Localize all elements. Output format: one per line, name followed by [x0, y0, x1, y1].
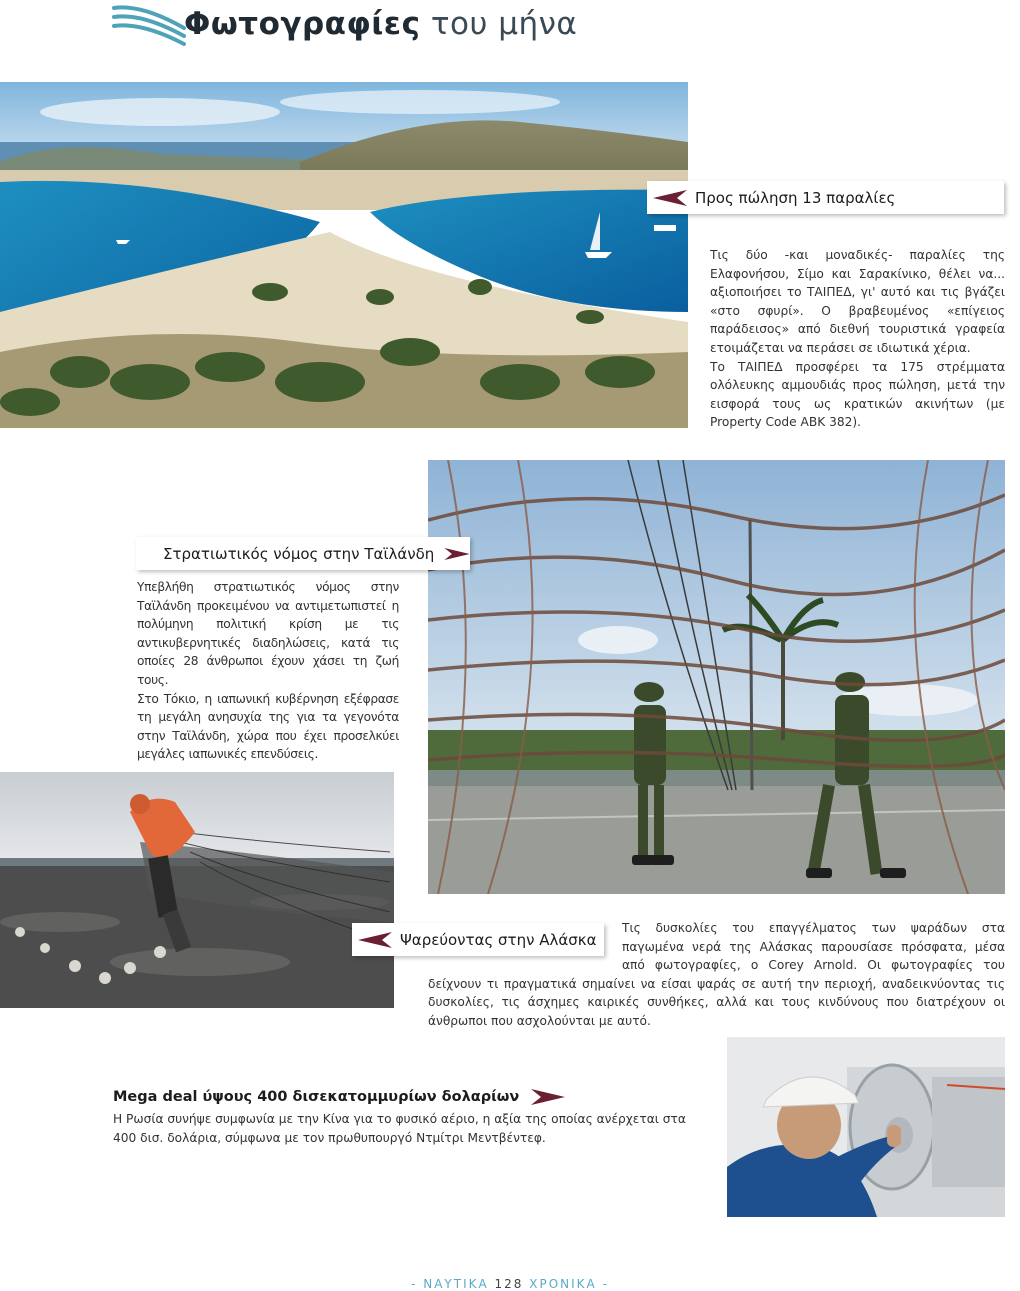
beaches-caption-tag: [647, 181, 1004, 214]
page-title-light: του μήνα: [430, 6, 578, 42]
footer-right: ΧΡΟΝΙΚΑ -: [529, 1277, 609, 1291]
thailand-soldiers-photo: [428, 460, 1005, 894]
gas-worker-photo: [727, 1037, 1005, 1217]
beaches-paragraph-1: Τις δύο -και μοναδικές- παραλίες της Ελαφονήσου, Σίμο και Σαρακίνικο, θέλει να... αξιοποιήσει το ΤΑΙΠΕΔ, γι' αυτό και τις βγάζει «στο σφυρί». Ο βραβευμένος «επίγειος παράδεισος» από διεθνή τουριστικά γραφεία ετοιμάζεται να περάσει σε ιδιωτικά χέρια.: [710, 248, 1005, 355]
alaska-text: [428, 919, 1005, 1031]
header-waves-icon: [112, 2, 190, 48]
left-arrow-icon: [653, 190, 693, 206]
thailand-text: [137, 578, 399, 764]
thailand-caption-tag: [136, 537, 470, 570]
thailand-paragraph-2: Στο Τόκιο, η ιαπωνική κυβέρνηση εξέφρασε τη μεγάλη ανησυχία της για τα γεγονότα στην Ταϊλάνδη, χώρα που έχει προσελκύει μεγάλες ιαπωνικές επενδύσεις.: [137, 691, 399, 762]
megadeal-title: Mega deal ύψους 400 δισεκατομμυρίων δολαρίων: [113, 1089, 520, 1105]
page-title-bold: Φωτογραφίες: [184, 6, 421, 42]
alaska-paragraph: Τις δυσκολίες του επαγγέλματος των ψαράδων στα παγωμένα νερά της Αλάσκας παρουσίασε πρόσφατα, μέσα από φωτογραφίες, ο Corey Arnold. Οι φωτογραφίες του δείχνουν τι πραγματικά σημαίνει να είσαι ψαράς σε αυτή την περιοχή, αναδεικνύοντας τις δυσκολίες, τις άσχημες καιρικές συνθήκες, αλλά και τους κινδύνους που διατρέχουν οι άνθρωποι που ασχολούνται με αυτό.: [428, 921, 1005, 1028]
megadeal-title-row: [113, 1089, 565, 1105]
beaches-caption: Προς πώληση 13 παραλίες: [695, 188, 896, 207]
thailand-paragraph-1: Υπεβλήθη στρατιωτικός νόμος στην Ταϊλάνδη προκειμένου να αντιμετωπιστεί η πολύμηνη πολιτική κρίση με τις αντικυβερνητικές διαδηλώσεις, κατά τις οποίες 28 άνθρωποι έχουν χάσει τη ζωή τους.: [137, 580, 399, 687]
right-arrow-icon: [440, 546, 470, 562]
page-title: [184, 6, 577, 42]
beaches-paragraph-2: Το ΤΑΙΠΕΔ προσφέρει τα 175 στρέμματα ολόλευκης αμμουδιάς προς πώληση, μετά την εισφορά τους ως κρατικών ακινήτων (με Property Code ABK 382).: [710, 359, 1005, 430]
page-footer: [0, 1277, 1020, 1291]
beaches-text: [710, 246, 1005, 432]
text-wrap-spacer: [428, 919, 622, 957]
page-number: 128: [494, 1277, 524, 1291]
alaska-caption: Ψαρεύοντας στην Αλάσκα: [400, 930, 597, 949]
beach-photo: [0, 82, 688, 428]
footer-left: - ΝΑΥΤΙΚΑ: [411, 1277, 489, 1291]
megadeal-text: [113, 1110, 711, 1147]
megadeal-paragraph: Η Ρωσία συνήψε συμφωνία με την Κίνα για το φυσικό αέριο, η αξία της οποίας ανέρχεται στα 400 δισ. δολάρια, σύμφωνα με τον πρωθυπουργό Ντμίτρι Μεντβέντεφ.: [113, 1112, 686, 1145]
alaska-fisherman-photo: [0, 772, 394, 1008]
right-arrow-icon: [525, 1089, 565, 1105]
thailand-caption: Στρατιωτικός νόμος στην Ταϊλάνδη: [163, 544, 435, 563]
left-arrow-icon: [358, 932, 398, 948]
